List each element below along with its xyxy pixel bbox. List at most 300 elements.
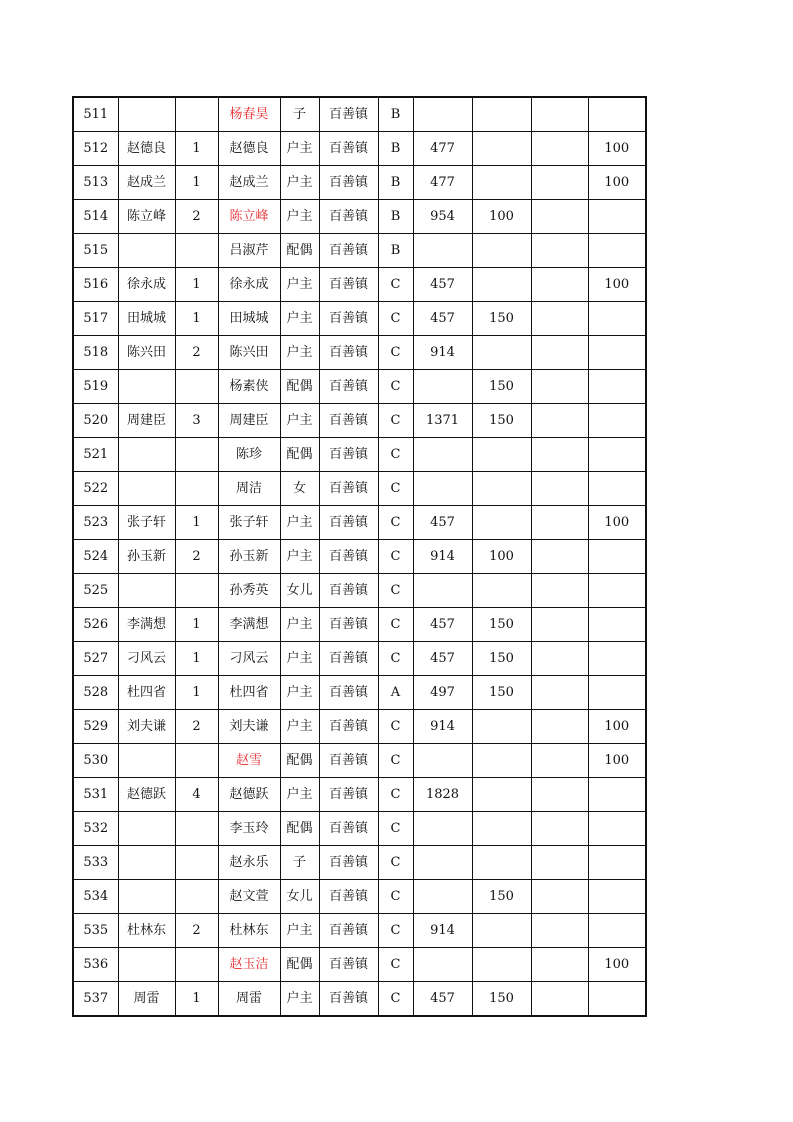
- cell-person-name: 杨春昊: [218, 97, 280, 132]
- cell-subsidy-100: 100: [588, 166, 646, 200]
- cell-blank-column: [531, 234, 588, 268]
- cell-row-number: 535: [73, 914, 118, 948]
- cell-amount: 457: [413, 302, 472, 336]
- cell-blank-column: [531, 948, 588, 982]
- cell-person-name: 刘夫谦: [218, 710, 280, 744]
- cell-member-count: 2: [175, 540, 218, 574]
- cell-row-number: 529: [73, 710, 118, 744]
- cell-town: 百善镇: [319, 642, 378, 676]
- cell-household-head: [118, 574, 175, 608]
- cell-subsidy-150: 100: [472, 540, 531, 574]
- cell-grade: C: [378, 710, 413, 744]
- cell-town: 百善镇: [319, 506, 378, 540]
- cell-town: 百善镇: [319, 132, 378, 166]
- cell-row-number: 513: [73, 166, 118, 200]
- cell-household-head: 赵德跃: [118, 778, 175, 812]
- cell-amount: 457: [413, 268, 472, 302]
- cell-subsidy-150: [472, 846, 531, 880]
- cell-member-count: [175, 948, 218, 982]
- cell-household-head: 杜四省: [118, 676, 175, 710]
- cell-person-name: 李玉玲: [218, 812, 280, 846]
- cell-grade: C: [378, 778, 413, 812]
- cell-amount: 457: [413, 608, 472, 642]
- cell-blank-column: [531, 97, 588, 132]
- cell-person-name: 杜林东: [218, 914, 280, 948]
- cell-blank-column: [531, 336, 588, 370]
- cell-subsidy-100: [588, 982, 646, 1017]
- cell-subsidy-100: 100: [588, 506, 646, 540]
- cell-blank-column: [531, 370, 588, 404]
- cell-grade: B: [378, 166, 413, 200]
- cell-member-count: 1: [175, 642, 218, 676]
- cell-grade: C: [378, 268, 413, 302]
- cell-blank-column: [531, 506, 588, 540]
- cell-household-head: 徐永成: [118, 268, 175, 302]
- cell-town: 百善镇: [319, 812, 378, 846]
- cell-person-name: 周建臣: [218, 404, 280, 438]
- table-row: [73, 438, 646, 472]
- table-row: [73, 914, 646, 948]
- cell-person-name: 徐永成: [218, 268, 280, 302]
- cell-blank-column: [531, 540, 588, 574]
- cell-subsidy-150: [472, 812, 531, 846]
- cell-subsidy-100: [588, 574, 646, 608]
- cell-amount: [413, 744, 472, 778]
- cell-row-number: 511: [73, 97, 118, 132]
- cell-town: 百善镇: [319, 234, 378, 268]
- cell-relation: 女儿: [280, 880, 319, 914]
- cell-town: 百善镇: [319, 846, 378, 880]
- cell-relation: 子: [280, 846, 319, 880]
- cell-subsidy-150: 150: [472, 982, 531, 1017]
- cell-person-name: 赵成兰: [218, 166, 280, 200]
- cell-grade: C: [378, 302, 413, 336]
- cell-subsidy-100: [588, 234, 646, 268]
- cell-subsidy-100: [588, 608, 646, 642]
- cell-grade: C: [378, 948, 413, 982]
- cell-amount: 954: [413, 200, 472, 234]
- cell-grade: A: [378, 676, 413, 710]
- cell-subsidy-150: [472, 268, 531, 302]
- cell-person-name: 周雷: [218, 982, 280, 1017]
- cell-person-name: 周洁: [218, 472, 280, 506]
- cell-subsidy-150: [472, 234, 531, 268]
- cell-person-name: 孙秀英: [218, 574, 280, 608]
- cell-household-head: 刁风云: [118, 642, 175, 676]
- cell-town: 百善镇: [319, 608, 378, 642]
- cell-subsidy-150: [472, 778, 531, 812]
- cell-subsidy-100: [588, 200, 646, 234]
- cell-amount: 1371: [413, 404, 472, 438]
- cell-amount: 914: [413, 914, 472, 948]
- cell-member-count: [175, 438, 218, 472]
- cell-member-count: 1: [175, 982, 218, 1017]
- cell-row-number: 512: [73, 132, 118, 166]
- cell-town: 百善镇: [319, 914, 378, 948]
- cell-relation: 户主: [280, 336, 319, 370]
- cell-row-number: 525: [73, 574, 118, 608]
- cell-row-number: 527: [73, 642, 118, 676]
- cell-grade: C: [378, 744, 413, 778]
- cell-subsidy-150: [472, 132, 531, 166]
- cell-grade: B: [378, 200, 413, 234]
- cell-subsidy-100: [588, 676, 646, 710]
- cell-blank-column: [531, 166, 588, 200]
- cell-household-head: 周建臣: [118, 404, 175, 438]
- cell-subsidy-150: 100: [472, 200, 531, 234]
- cell-household-head: [118, 234, 175, 268]
- cell-town: 百善镇: [319, 744, 378, 778]
- cell-amount: 914: [413, 540, 472, 574]
- cell-amount: 1828: [413, 778, 472, 812]
- cell-member-count: [175, 846, 218, 880]
- table-row: [73, 336, 646, 370]
- cell-subsidy-150: [472, 166, 531, 200]
- cell-row-number: 537: [73, 982, 118, 1017]
- cell-grade: C: [378, 914, 413, 948]
- cell-row-number: 520: [73, 404, 118, 438]
- cell-household-head: [118, 846, 175, 880]
- cell-subsidy-150: [472, 506, 531, 540]
- cell-blank-column: [531, 200, 588, 234]
- cell-member-count: [175, 812, 218, 846]
- cell-row-number: 528: [73, 676, 118, 710]
- cell-row-number: 536: [73, 948, 118, 982]
- cell-relation: 户主: [280, 200, 319, 234]
- cell-amount: [413, 574, 472, 608]
- cell-relation: 女儿: [280, 574, 319, 608]
- cell-subsidy-150: 150: [472, 370, 531, 404]
- cell-town: 百善镇: [319, 472, 378, 506]
- cell-row-number: 518: [73, 336, 118, 370]
- cell-member-count: 1: [175, 166, 218, 200]
- cell-subsidy-100: [588, 778, 646, 812]
- cell-blank-column: [531, 642, 588, 676]
- cell-person-name: 张子轩: [218, 506, 280, 540]
- cell-household-head: 赵成兰: [118, 166, 175, 200]
- cell-person-name: 赵德良: [218, 132, 280, 166]
- cell-member-count: 1: [175, 608, 218, 642]
- cell-household-head: [118, 370, 175, 404]
- cell-grade: B: [378, 234, 413, 268]
- cell-grade: C: [378, 540, 413, 574]
- cell-household-head: 周雷: [118, 982, 175, 1017]
- cell-blank-column: [531, 472, 588, 506]
- cell-subsidy-150: 150: [472, 676, 531, 710]
- table-row: [73, 812, 646, 846]
- cell-row-number: 515: [73, 234, 118, 268]
- cell-town: 百善镇: [319, 948, 378, 982]
- cell-row-number: 519: [73, 370, 118, 404]
- cell-household-head: [118, 812, 175, 846]
- cell-member-count: 3: [175, 404, 218, 438]
- cell-household-head: [118, 880, 175, 914]
- cell-household-head: [118, 948, 175, 982]
- household-table: [72, 96, 647, 1017]
- cell-row-number: 524: [73, 540, 118, 574]
- cell-subsidy-100: [588, 472, 646, 506]
- cell-subsidy-100: [588, 846, 646, 880]
- cell-relation: 户主: [280, 268, 319, 302]
- cell-amount: 457: [413, 642, 472, 676]
- cell-grade: C: [378, 880, 413, 914]
- cell-household-head: [118, 744, 175, 778]
- cell-subsidy-100: [588, 880, 646, 914]
- cell-relation: 配偶: [280, 744, 319, 778]
- cell-subsidy-100: [588, 642, 646, 676]
- cell-member-count: [175, 97, 218, 132]
- cell-subsidy-150: [472, 914, 531, 948]
- cell-amount: 477: [413, 132, 472, 166]
- cell-amount: [413, 948, 472, 982]
- cell-household-head: 赵德良: [118, 132, 175, 166]
- cell-member-count: 4: [175, 778, 218, 812]
- cell-blank-column: [531, 914, 588, 948]
- cell-subsidy-150: 150: [472, 404, 531, 438]
- cell-blank-column: [531, 778, 588, 812]
- cell-relation: 配偶: [280, 370, 319, 404]
- cell-relation: 户主: [280, 404, 319, 438]
- table-row: [73, 404, 646, 438]
- cell-relation: 户主: [280, 982, 319, 1017]
- cell-household-head: 刘夫谦: [118, 710, 175, 744]
- cell-blank-column: [531, 438, 588, 472]
- cell-blank-column: [531, 302, 588, 336]
- cell-town: 百善镇: [319, 268, 378, 302]
- cell-subsidy-100: 100: [588, 268, 646, 302]
- cell-member-count: [175, 744, 218, 778]
- cell-town: 百善镇: [319, 880, 378, 914]
- cell-town: 百善镇: [319, 97, 378, 132]
- cell-relation: 户主: [280, 540, 319, 574]
- cell-subsidy-100: [588, 370, 646, 404]
- cell-town: 百善镇: [319, 540, 378, 574]
- cell-subsidy-150: [472, 438, 531, 472]
- table-row: [73, 676, 646, 710]
- cell-row-number: 533: [73, 846, 118, 880]
- cell-subsidy-100: [588, 914, 646, 948]
- cell-household-head: 杜林东: [118, 914, 175, 948]
- cell-member-count: 1: [175, 132, 218, 166]
- cell-grade: B: [378, 132, 413, 166]
- cell-person-name: 刁风云: [218, 642, 280, 676]
- cell-amount: [413, 812, 472, 846]
- cell-amount: [413, 472, 472, 506]
- cell-household-head: 陈立峰: [118, 200, 175, 234]
- cell-amount: [413, 846, 472, 880]
- table-row: [73, 97, 646, 132]
- table-row: [73, 370, 646, 404]
- cell-person-name: 吕淑芹: [218, 234, 280, 268]
- table-row: [73, 710, 646, 744]
- cell-town: 百善镇: [319, 336, 378, 370]
- cell-row-number: 523: [73, 506, 118, 540]
- cell-row-number: 522: [73, 472, 118, 506]
- cell-row-number: 516: [73, 268, 118, 302]
- cell-grade: C: [378, 438, 413, 472]
- cell-amount: [413, 370, 472, 404]
- cell-amount: [413, 880, 472, 914]
- cell-relation: 户主: [280, 132, 319, 166]
- cell-relation: 配偶: [280, 234, 319, 268]
- cell-relation: 配偶: [280, 438, 319, 472]
- cell-subsidy-100: 100: [588, 710, 646, 744]
- cell-member-count: [175, 472, 218, 506]
- cell-town: 百善镇: [319, 710, 378, 744]
- cell-subsidy-100: [588, 812, 646, 846]
- cell-town: 百善镇: [319, 982, 378, 1017]
- cell-person-name: 赵永乐: [218, 846, 280, 880]
- cell-town: 百善镇: [319, 438, 378, 472]
- cell-subsidy-150: 150: [472, 880, 531, 914]
- cell-relation: 子: [280, 97, 319, 132]
- cell-member-count: [175, 574, 218, 608]
- cell-person-name: 赵玉洁: [218, 948, 280, 982]
- table-row: [73, 540, 646, 574]
- cell-amount: 457: [413, 506, 472, 540]
- cell-amount: 914: [413, 710, 472, 744]
- cell-amount: [413, 234, 472, 268]
- cell-member-count: 2: [175, 200, 218, 234]
- cell-member-count: 2: [175, 336, 218, 370]
- cell-subsidy-100: [588, 540, 646, 574]
- cell-relation: 户主: [280, 302, 319, 336]
- table-row: [73, 574, 646, 608]
- cell-subsidy-100: [588, 438, 646, 472]
- cell-person-name: 杨素侠: [218, 370, 280, 404]
- cell-household-head: [118, 472, 175, 506]
- cell-member-count: [175, 370, 218, 404]
- cell-blank-column: [531, 404, 588, 438]
- cell-member-count: 2: [175, 710, 218, 744]
- cell-person-name: 陈兴田: [218, 336, 280, 370]
- table-row: [73, 506, 646, 540]
- cell-member-count: 1: [175, 676, 218, 710]
- table-row: [73, 880, 646, 914]
- cell-blank-column: [531, 608, 588, 642]
- table-row: [73, 642, 646, 676]
- cell-person-name: 陈立峰: [218, 200, 280, 234]
- cell-subsidy-100: [588, 336, 646, 370]
- cell-member-count: [175, 880, 218, 914]
- cell-person-name: 田城城: [218, 302, 280, 336]
- cell-person-name: 赵雪: [218, 744, 280, 778]
- cell-amount: [413, 438, 472, 472]
- table-row: [73, 846, 646, 880]
- table-row: [73, 982, 646, 1017]
- cell-subsidy-150: [472, 710, 531, 744]
- table-row: [73, 608, 646, 642]
- cell-relation: 配偶: [280, 948, 319, 982]
- cell-town: 百善镇: [319, 166, 378, 200]
- table-body: [73, 97, 646, 1016]
- cell-relation: 女: [280, 472, 319, 506]
- cell-household-head: 李满想: [118, 608, 175, 642]
- table-row: [73, 778, 646, 812]
- cell-grade: C: [378, 404, 413, 438]
- cell-grade: C: [378, 608, 413, 642]
- cell-household-head: 田城城: [118, 302, 175, 336]
- cell-member-count: [175, 234, 218, 268]
- cell-amount: 497: [413, 676, 472, 710]
- cell-amount: 477: [413, 166, 472, 200]
- cell-person-name: 赵德跃: [218, 778, 280, 812]
- cell-subsidy-150: 150: [472, 608, 531, 642]
- cell-subsidy-150: [472, 472, 531, 506]
- cell-town: 百善镇: [319, 200, 378, 234]
- cell-grade: C: [378, 812, 413, 846]
- cell-grade: B: [378, 97, 413, 132]
- cell-relation: 户主: [280, 506, 319, 540]
- cell-person-name: 杜四省: [218, 676, 280, 710]
- table-row: [73, 744, 646, 778]
- cell-subsidy-150: [472, 336, 531, 370]
- cell-grade: C: [378, 472, 413, 506]
- cell-amount: [413, 97, 472, 132]
- table-row: [73, 132, 646, 166]
- cell-relation: 户主: [280, 608, 319, 642]
- cell-grade: C: [378, 370, 413, 404]
- cell-row-number: 531: [73, 778, 118, 812]
- cell-household-head: 陈兴田: [118, 336, 175, 370]
- table-row: [73, 472, 646, 506]
- cell-town: 百善镇: [319, 404, 378, 438]
- cell-amount: 457: [413, 982, 472, 1017]
- cell-relation: 户主: [280, 166, 319, 200]
- cell-town: 百善镇: [319, 778, 378, 812]
- cell-row-number: 514: [73, 200, 118, 234]
- cell-blank-column: [531, 710, 588, 744]
- cell-person-name: 陈珍: [218, 438, 280, 472]
- cell-row-number: 532: [73, 812, 118, 846]
- cell-grade: C: [378, 574, 413, 608]
- cell-blank-column: [531, 676, 588, 710]
- cell-relation: 户主: [280, 710, 319, 744]
- cell-subsidy-100: [588, 404, 646, 438]
- cell-subsidy-100: [588, 302, 646, 336]
- cell-subsidy-150: [472, 744, 531, 778]
- table-row: [73, 302, 646, 336]
- table-row: [73, 234, 646, 268]
- cell-blank-column: [531, 812, 588, 846]
- cell-household-head: 张子轩: [118, 506, 175, 540]
- cell-town: 百善镇: [319, 676, 378, 710]
- cell-member-count: 1: [175, 506, 218, 540]
- cell-subsidy-150: [472, 948, 531, 982]
- cell-row-number: 526: [73, 608, 118, 642]
- cell-grade: C: [378, 506, 413, 540]
- cell-grade: C: [378, 336, 413, 370]
- cell-household-head: [118, 97, 175, 132]
- table-row: [73, 200, 646, 234]
- cell-amount: 914: [413, 336, 472, 370]
- cell-blank-column: [531, 846, 588, 880]
- cell-household-head: [118, 438, 175, 472]
- cell-grade: C: [378, 642, 413, 676]
- cell-subsidy-100: 100: [588, 744, 646, 778]
- cell-relation: 配偶: [280, 812, 319, 846]
- cell-member-count: 1: [175, 268, 218, 302]
- cell-subsidy-100: [588, 97, 646, 132]
- cell-person-name: 孙玉新: [218, 540, 280, 574]
- cell-blank-column: [531, 268, 588, 302]
- cell-row-number: 517: [73, 302, 118, 336]
- cell-town: 百善镇: [319, 302, 378, 336]
- cell-subsidy-150: 150: [472, 302, 531, 336]
- cell-town: 百善镇: [319, 370, 378, 404]
- cell-subsidy-150: [472, 574, 531, 608]
- cell-member-count: 2: [175, 914, 218, 948]
